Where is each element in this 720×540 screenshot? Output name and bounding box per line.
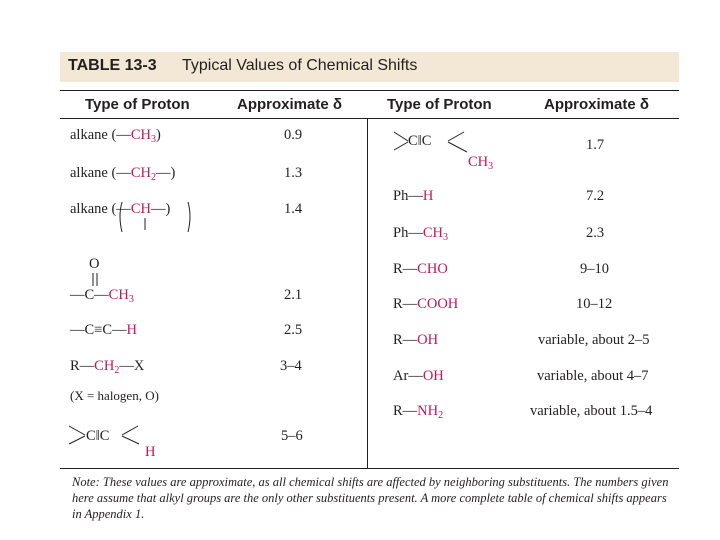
highlight-alkyne-h: H xyxy=(126,322,138,338)
right-row-phenol: Ar—OH xyxy=(393,368,444,384)
left-row-alkane-ch2: alkane $(—CH_2—)$ xyxy=(70,165,176,183)
right-row-amine: $R—NH_2$ xyxy=(393,403,444,421)
header-shift-right: Approximate δ xyxy=(544,96,649,113)
table-bottom-rule xyxy=(60,468,679,469)
table-label: TABLE 13-3 xyxy=(68,57,157,74)
left-value-3: 1.4 xyxy=(284,201,303,217)
header-top-rule xyxy=(60,90,679,91)
right-row-benzylic: $Ph—CH_3$ xyxy=(393,225,448,243)
column-divider xyxy=(367,118,368,468)
right-value-2: 7.2 xyxy=(586,188,605,204)
table-footnote xyxy=(72,474,672,522)
highlight-phenol-oh: OH xyxy=(422,368,444,384)
highlight-ch3: $CH_3$ xyxy=(130,127,156,145)
left-value-2: 1.3 xyxy=(284,165,303,181)
header-bottom-rule xyxy=(60,118,679,119)
left-row-halide-note: (X = halogen, O) xyxy=(70,388,159,403)
right-value-5: 10–12 xyxy=(576,296,613,312)
highlight-allylic-ch3: $CH_3$ xyxy=(468,154,494,172)
right-row-acid: R—COOH xyxy=(393,296,459,312)
left-value-1: 0.9 xyxy=(284,127,303,143)
left-row-alkane-ch: alkane (—CH—) xyxy=(70,201,171,217)
left-row-ketone: $—C—CH_3$ xyxy=(70,287,134,305)
right-value-8: variable, about 1.5–4 xyxy=(530,403,653,419)
highlight-vinyl-h: H xyxy=(145,444,156,460)
highlight-cho: CHO xyxy=(417,261,448,277)
highlight-cooh: COOH xyxy=(417,296,459,312)
left-value-7: 5–6 xyxy=(281,428,303,444)
highlight-aromatic-h: H xyxy=(422,188,434,204)
note-label: Note: xyxy=(72,475,100,489)
header-shift-left: Approximate δ xyxy=(237,96,342,113)
left-row-alkane-ch3: alkane $(—CH_3)$ xyxy=(70,127,161,145)
highlight-nh2: $NH_2$ xyxy=(417,403,444,421)
left-row-alkyne: —C≡C—H xyxy=(70,322,138,338)
highlight-alcohol-oh: OH xyxy=(417,332,439,348)
header-type-right: Type of Proton xyxy=(387,96,492,113)
highlight-benzylic-ch3: $CH_3$ xyxy=(422,225,448,243)
left-row-ketone-o: O xyxy=(89,256,100,272)
right-value-7: variable, about 4–7 xyxy=(537,368,649,384)
table-caption: Typical Values of Chemical Shifts xyxy=(182,57,418,74)
header-type-left: Type of Proton xyxy=(85,96,190,113)
right-row-aldehyde: R—CHO xyxy=(393,261,448,277)
note-text: These values are approximate, as all chemical shifts are affected by neighboring substituents. The numbers given here assume that alkyl groups are the only other substituents present. A more complete table of chemical shifts appears in Appendix 1. xyxy=(72,475,669,521)
left-row-alkyl-halide: $R—CH_2—X$ xyxy=(70,358,145,376)
highlight-ch: CH xyxy=(130,201,151,217)
methine-bonds-icon xyxy=(118,200,198,234)
left-row-vinyl: C‖C xyxy=(86,428,110,444)
highlight-ch2: $CH_2$ xyxy=(130,165,156,183)
left-value-5: 2.5 xyxy=(284,322,303,338)
right-row-allylic: C‖C xyxy=(408,133,432,149)
highlight-acetyl-ch3: $CH_3$ xyxy=(108,287,134,305)
highlight-ch2-x: $CH_2$ xyxy=(94,358,120,376)
right-value-1: 1.7 xyxy=(586,137,605,153)
left-value-6: 3–4 xyxy=(280,358,302,374)
right-row-alcohol: R—OH xyxy=(393,332,439,348)
right-value-3: 2.3 xyxy=(586,225,605,241)
right-row-aromatic: Ph—H xyxy=(393,188,434,204)
left-value-4: 2.1 xyxy=(284,287,303,303)
right-value-4: 9–10 xyxy=(580,261,609,277)
table-title-bar xyxy=(60,52,679,82)
carbonyl-double-bond-icon xyxy=(90,272,100,288)
right-value-6: variable, about 2–5 xyxy=(538,332,650,348)
